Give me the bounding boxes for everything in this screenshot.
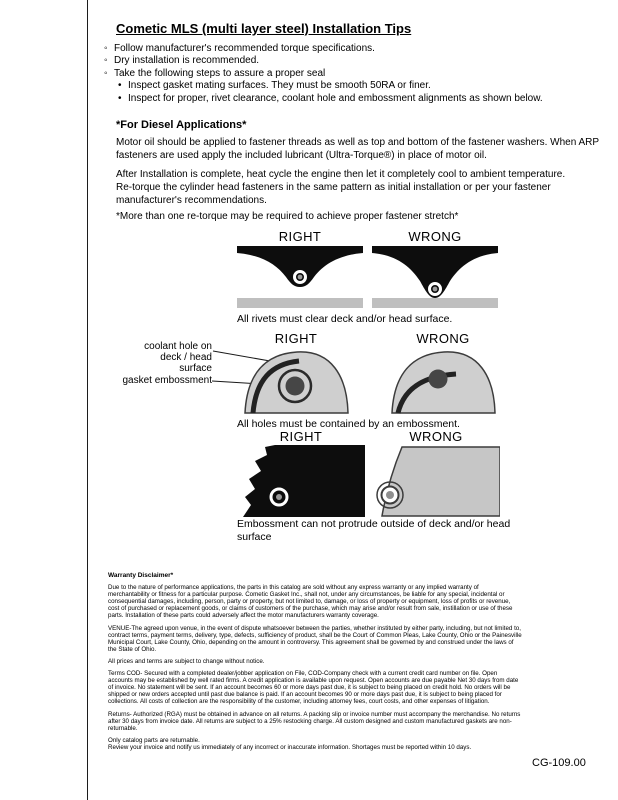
embossment-contained-wrong-diagram: [384, 346, 502, 414]
right-label-row3: RIGHT: [279, 429, 323, 444]
review-invoice-line: Review your invoice and notify us immediately of any incorrect or inaccurate information. Shortages must be reported within 10 days.: [108, 743, 472, 751]
sub-list-item: [118, 93, 604, 105]
warranty-disclaimer-heading: Warranty Disclaimer*: [108, 572, 174, 579]
prices-terms-paragraph: All prices and terms are subject to change without notice.: [108, 657, 265, 665]
callout-gasket-embossment: gasket embossment: [122, 375, 212, 386]
fine-print: [108, 572, 522, 751]
callout-coolant-line1: coolant hole on: [144, 341, 212, 352]
terms-cod-paragraph: Terms COD- Secured with a completed dealer/jobber application on File, COD-Company check with a current credit card number on file. Open accounts may be established by well rated firms. A credit application is available upon request. Open accounts are due payable Net 30 days from date of invoice. No statement will be sent. If an account becomes 60 or more days past due, it is subject to being placed on credit hold. No orders will be shipped or new orders accepted until past due balance is paid. If an account becomes 90 or more days past due, it is subject to being placed for collections. All costs of collection are the responsibility of the customer, including attorney fees, court costs, and other expenses of litigation.: [108, 670, 519, 706]
list-item: [104, 43, 604, 55]
list-item-text: Inspect for proper, rivet clearance, coolant hole and embossment alignments as shown below.: [128, 92, 543, 104]
bullet-marker: ◦: [104, 43, 108, 54]
page-number: CG-109.00: [532, 757, 586, 769]
tips-list: [104, 43, 604, 105]
callout-coolant-line2: deck / head surface: [160, 352, 212, 374]
wrong-label-row3: WRONG: [409, 429, 463, 444]
embossment-protrude-right-diagram: [237, 445, 365, 517]
rivet-clearance-right-diagram: [237, 246, 363, 308]
bullet-marker: ◦: [104, 67, 108, 79]
bullet-marker: ◦: [104, 55, 108, 67]
catalog-parts-line: Only catalog parts are returnable.: [108, 736, 200, 744]
wrong-label-row1: WRONG: [408, 229, 462, 244]
list-item-text: Inspect gasket mating surfaces. They must be smooth 50RA or finer.: [128, 80, 431, 92]
rivet-clearance-wrong-diagram: [372, 246, 498, 308]
list-item-text: Take the following steps to assure a proper seal: [114, 67, 326, 79]
caption-row2: All holes must be contained by an embossment.: [237, 418, 460, 430]
caption-row3: Embossment can not protrude outside of deck and/or head surface: [237, 518, 511, 543]
diesel-applications-heading: *For Diesel Applications*: [116, 119, 247, 131]
page-title: Cometic MLS (multi layer steel) Installation Tips: [116, 21, 412, 36]
callout-coolant-hole: [126, 341, 212, 374]
retorque-note: *More than one re-torque may be required to achieve proper fastener stretch*: [116, 211, 459, 222]
embossment-protrude-wrong-diagram: [372, 445, 500, 517]
page-left-border: [87, 0, 88, 800]
returns-paragraph: Returns- Authorized (RGA) must be obtained in advance on all returns. A packing slip or invoice number must accompany the merchandise. No returns after 30 days from invoice date. All returns are subject to a 25% restocking charge. All custom designed and custom manufactured gaskets are non-returnable.: [108, 710, 521, 732]
list-item-text: Dry installation is recommended.: [114, 55, 260, 67]
wrong-label-row2: WRONG: [416, 331, 470, 346]
venue-paragraph: VENUE-The agreed upon venue, in the event of dispute whatsoever between the parties, whether instituted by either party, including, but not limited to, contract terms, payment terms, delivery, type, defects, sufficiency of product, shall be the Court of Common Pleas, Lake County, Ohio or the Painesville Municipal Court, Lake County, Ohio, depending on the amount in controversy. This agreement shall be governed by and construed under the laws of the State of Ohio.: [108, 624, 522, 653]
right-label-row2: RIGHT: [274, 331, 318, 346]
warranty-paragraph: Due to the nature of performance applications, the parts in this catalog are sold without any express warranty or any implied warranty of merchantability or fitness for a particular purpose. Cometic Gasket Inc., shall not, under any circumstances, be liable for any special, incidental or consequential damages, including, person, party or property, but not limited to, damage, or loss of property or equipment, loss of profits or revenue, cost of purchased or replacement goods, or claims of customers of the purchase, which may arise and/or result from sale, instillation or use of these parts. Installation of these parts could adversely affect the motor manufacturers warranty coverage.: [108, 584, 513, 620]
sub-list-item: [118, 80, 604, 92]
right-label-row1: RIGHT: [278, 229, 322, 244]
caption-row1: All rivets must clear deck and/or head surface.: [237, 313, 453, 325]
bullet-marker: •: [118, 80, 122, 92]
list-item: [104, 68, 604, 80]
diesel-paragraph-1: Motor oil should be applied to fastener threads as well as top and bottom of the fastener washers. When ARP fasteners are used apply the included lubricant (Ultra-Torque®) in place of motor oil.: [116, 137, 599, 161]
embossment-contained-right-diagram: [237, 346, 355, 414]
list-item: [104, 55, 604, 67]
diesel-paragraph-2: After Installation is complete, heat cycle the engine then let it completely cool to ambient temperature. Re-torque the cylinder head fasteners in the same pattern as initial installation or per your fastener manufacturer's recommendations.: [116, 169, 566, 206]
list-item-text: Follow manufacturer's recommended torque specifications.: [114, 43, 375, 54]
bullet-marker: •: [118, 92, 122, 104]
